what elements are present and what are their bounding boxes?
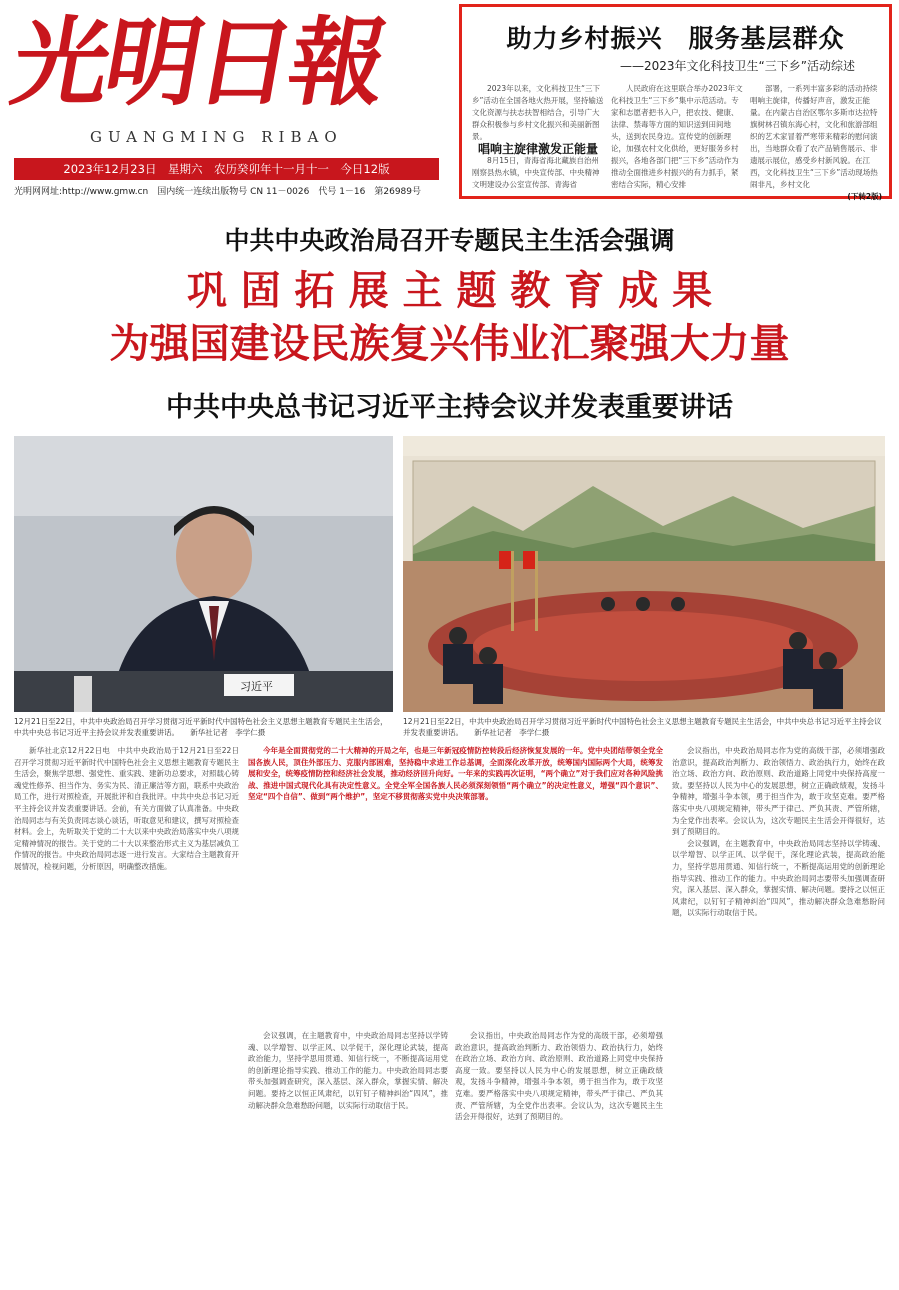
continued-note: (下转2版) bbox=[847, 192, 882, 201]
headline-deck: 中共中央总书记习近平主持会议并发表重要讲话 bbox=[166, 392, 733, 423]
dateline: 2023年12月23日 星期六 农历癸卯年十一月十一 今日12版 bbox=[14, 158, 439, 180]
article-col-4 bbox=[455, 1030, 663, 1285]
headline-main-2: 为强国建设民族复兴伟业汇聚强大力量 bbox=[109, 321, 790, 367]
logo bbox=[0, 0, 460, 150]
feature-col-2 bbox=[611, 83, 743, 191]
article-col-5-text: 会议指出，中央政治局同志作为党的高级干部，必须增强政治意识，提高政治判断力、政治领悟力、政治执行力，始终在政治立场、政治方向、政治原则、政治道路上同党中央保持高度一致。要坚持以人民为中心的发展思想，树立正确政绩观，发扬斗争精神，增强斗争本领，勇于担当作为，敢于攻坚克难。要严格落实中央八项规定精神，带头严于律己、严负其责、严管所辖，为全党作出表率。会议认为，这次专题民主生活会开得很好，达到了预期目的。 bbox=[672, 746, 885, 837]
masthead-logo: 光明日報 bbox=[4, 6, 393, 119]
headline-main-1: 巩 固 拓 展 主 题 教 育 成 果 bbox=[186, 268, 713, 314]
article-col-5-text-b: 会议强调，在主题教育中，中央政治局同志坚持以学铸魂、以学增智、以学正风、以学促干，深化理论武装，提高政治能力，坚持学思用贯通、知信行统一，不断提高运用党的创新理论指导实践、推动工作的能力。中央政治局同志要带头加强调查研究，深入基层、深入群众，掌握实情、解决问题。要持之以恒正风肃纪，以钉钉子精神纠治“四风”，推动解决群众急难愁盼问题，以实际行动取信于民。 bbox=[672, 838, 885, 918]
feature-subtitle: ——2023年文化科技卫生“三下乡”活动综述 bbox=[620, 59, 855, 73]
feature-title: 助力乡村振兴 服务基层群众 bbox=[506, 24, 845, 53]
article-col-2-text: 今年是全面贯彻党的二十大精神的开局之年，也是三年新冠疫情防控转段后经济恢复发展的一年。党中央团结带领全党全国各族人民，顶住外部压力、克服内部困难，坚持稳中求进工作总基调，全面深化改革开放，统筹国内国际两个大局，统筹发展和安全，统筹疫情防控和经济社会发展，推动经济回升向好。一年来的实践再次证明，“两个确立”对于我们应对各种风险挑战、推进中国式现代化具有决定性意义。全党全军全国各族人民必须深刻领悟“两个确立”的决定性意义，增强“四个意识”、坚定“四个自信”、做到“两个维护”，坚定不移贯彻落实党中央决策部署。 bbox=[248, 746, 663, 802]
feature-col-3 bbox=[750, 83, 882, 203]
article-col-5 bbox=[672, 745, 885, 1285]
photo-left-caption: 12月21日至22日，中共中央政治局召开学习贯彻习近平新时代中国特色社会主义思想主题教育专题民主生活会，中共中央总书记习近平主持会议并发表重要讲话。 新华社记者 李学仁摄 bbox=[14, 717, 388, 737]
article-col-2 bbox=[248, 745, 663, 1015]
photo-left-scene bbox=[14, 436, 393, 712]
headline-kicker: 中共中央政治局召开专题民主生活会强调 bbox=[224, 226, 675, 255]
feature-box bbox=[459, 4, 892, 199]
photo-left bbox=[14, 436, 393, 712]
article-col-1 bbox=[14, 745, 239, 1285]
feature-col-3-text: 部署，一系列丰富多彩的活动持续唱响主旋律，传播好声音，激发正能量。在内蒙古自治区鄂尔多斯市达拉特旗树林召镇东海心村，文化和旅游部组织的艺术家冒着严寒带来精彩的慰问演出，当地群众看了农产品销售展示、非遗展示展位，感受乡村新风貌。在江西，文化科技卫生“三下乡”活动现场热闹非凡，乡村文化 bbox=[750, 84, 878, 189]
article-col-1-text: 新华社北京12月22日电 中共中央政治局于12月21日至22日召开学习贯彻习近平新时代中国特色社会主义思想主题教育专题民主生活会，聚焦学思想、强党性、重实践、建新功总要求，对照载心铸魂党性修养、担当作为、务实为民、清正廉洁等方面，联系中央政治局工作，进行对照检查，开展批评和自我批评。中共中央总书记习近平主持会议并发表重要讲话。会前，有关方面做了认真准备。中央政治局同志与有关负责同志谈心谈话，听取意见和建议，撰写对照检查材料。会上，先听取关于党的二十大以来中央政治局落实中央八项规定精神情况的报告。关于党的二十大以来整治形式主义为基层减负工作情况的报告。中央政治局同志逐一进行发言。大家结合主题教育开展情况，检视问题，分析原因，明确整改措施。 bbox=[14, 746, 239, 871]
article-col-3 bbox=[248, 1030, 448, 1285]
url-line: 光明网网址:http://www.gmw.cn 国内统一连续出版物号 CN 11－0026 代号 1－16 第26989号 bbox=[14, 187, 422, 197]
photo-right-scene bbox=[403, 436, 885, 712]
feature-col-2-text: 人民政府在这里联合举办2023年文化科技卫生“三下乡”集中示范活动。专家和志愿者把书入户，把农技、健康、法律、禁毒等方面的知识送到田间地头，送到农民身边。宣传党的创新理论，加强农村文化供给，更好服务乡村振兴，各地各部门把“三下乡”活动作为推动全面推进乡村振兴的有力抓手，紧密结合实际，精心安排 bbox=[611, 84, 743, 189]
photo-right bbox=[403, 436, 885, 712]
feature-col-1 bbox=[472, 83, 604, 191]
feature-col-1-subhead: 唱响主旋律激发正能量 bbox=[477, 142, 598, 156]
masthead-pinyin: GUANGMING RIBAO bbox=[90, 128, 343, 146]
feature-col-1-text: 2023年以来，文化科技卫生“三下乡”活动在全国各地火热开展，坚持输送文化资源与扶志扶智相结合，引导广大群众积极参与乡村文化振兴和美丽新图景。 bbox=[472, 84, 604, 141]
photo-nameplate: 习近平 bbox=[240, 680, 273, 693]
article-col-4-text: 会议指出，中央政治局同志作为党的高级干部，必须增强政治意识，提高政治判断力、政治领悟力、政治执行力，始终在政治立场、政治方向、政治原则、政治道路上同党中央保持高度一致。要坚持以人民为中心的发展思想，树立正确政绩观，发扬斗争精神，增强斗争本领，勇于担当作为，敢于攻坚克难。要严格落实中央八项规定精神，带头严于律己、严负其责、严管所辖，为全党作出表率。会议认为，这次专题民主生活会开得很好，达到了预期目的。 bbox=[455, 1031, 663, 1122]
article-col-3-text: 会议强调，在主题教育中，中央政治局同志坚持以学铸魂、以学增智、以学正风、以学促干，深化理论武装，提高政治能力，坚持学思用贯通、知信行统一，不断提高运用党的创新理论指导实践、推动工作的能力。中央政治局同志要带头加强调查研究，深入基层、深入群众，掌握实情、解决问题。要持之以恒正风肃纪，以钉钉子精神纠治“四风”，推动解决群众急难愁盼问题，以实际行动取信于民。 bbox=[248, 1031, 448, 1110]
feature-col-1-text-b: 8月15日，青海省海北藏族自治州刚察县热水镇，中央宣传部、中央精神文明建设办公室宣传部、青海省 bbox=[472, 156, 600, 189]
photo-right-caption: 12月21日至22日，中共中央政治局召开学习贯彻习近平新时代中国特色社会主义思想主题教育专题民主生活会，中共中央总书记习近平主持会议并发表重要讲话。 新华社记者 李学仁摄 bbox=[403, 717, 882, 737]
